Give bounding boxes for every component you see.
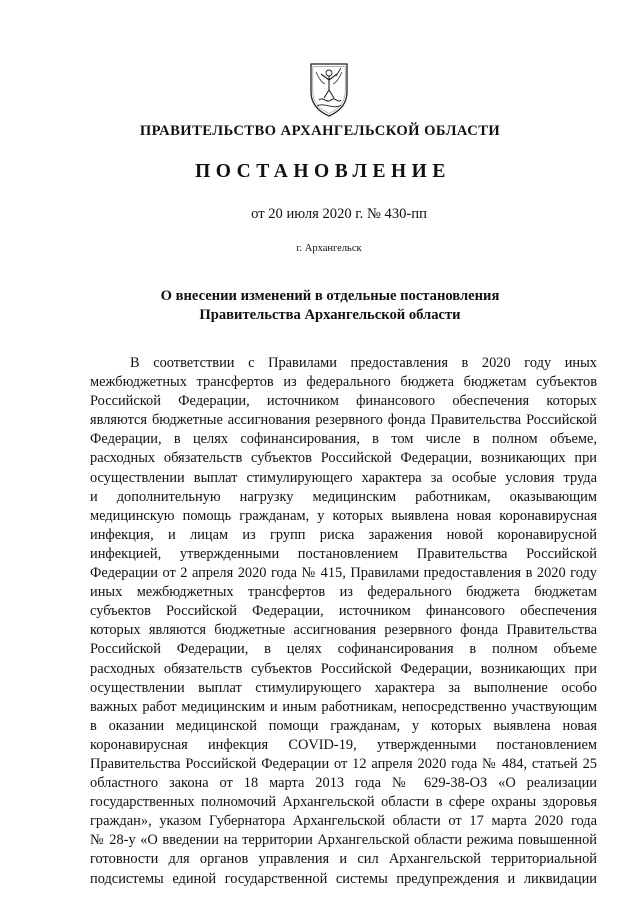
body-line: подсистемы единой государственной системы предупреждения и ликвидации xyxy=(90,870,597,887)
body-line: субъектов Российской Федерации, источником финансового обеспечения xyxy=(90,603,597,620)
document-city: г. Архангельск xyxy=(296,243,362,254)
body-line: расходных обязательств субъектов Российской Федерации, возникающих при xyxy=(90,660,597,677)
document-date-number: от 20 июля 2020 г. № 430-пп xyxy=(251,206,427,222)
document-subject xyxy=(0,287,640,325)
body-line: осуществлении выплат стимулирующего характера за особые условия труда xyxy=(90,469,597,486)
body-line: готовности для органов управления и сил Архангельской территориальной xyxy=(90,851,597,868)
body-line: медицинскую помощь гражданам, у которых выявлена новая коронавирусная xyxy=(90,507,597,524)
body-line: которых являются бюджетные ассигнования резервного фонда Правительства xyxy=(90,622,597,639)
body-line: № 28-у «О введении на территории Архангельской области режима повышенной xyxy=(90,832,597,849)
body-line: являются бюджетные ассигнования резервного фонда Правительства Российской xyxy=(90,412,597,429)
government-name: ПРАВИТЕЛЬСТВО АРХАНГЕЛЬСКОЙ ОБЛАСТИ xyxy=(139,123,501,139)
document-type: ПОСТАНОВЛЕНИЕ xyxy=(195,161,451,182)
body-line: коронавирусная инфекция COVID-19, утвержденными постановлением xyxy=(90,736,597,753)
body-line: областного закона от 18 марта 2013 года № 629-38-ОЗ «О реализации xyxy=(90,775,597,792)
body-line: важных работ медицинским и иным работникам, непосредственно участвующим xyxy=(90,698,597,715)
body-line: Федерации от 2 апреля 2020 года № 415, Правилами предоставления в 2020 году xyxy=(90,565,597,582)
body-line: инфекция, и лицам из групп риска заражения новой коронавирусной xyxy=(90,526,597,543)
body-line: и дополнительную нагрузку медицинским работникам, оказывающим xyxy=(90,488,597,505)
body-line: Правительства Российской Федерации от 12 апреля 2020 года № 484, статьей 25 xyxy=(90,755,597,772)
body-line: Федерации, в целях софинансирования, в том числе в полном объеме, xyxy=(90,431,597,448)
body-line: иных межбюджетных трансфертов из федерального бюджета бюджетам xyxy=(90,584,597,601)
body-line: В соответствии с Правилами предоставления в 2020 году иных xyxy=(130,355,597,371)
body-line: в оказании медицинской помощи гражданам, у которых выявлена новая xyxy=(90,717,597,734)
body-line: государственных полномочий Архангельской области в сфере охраны здоровья xyxy=(90,794,597,811)
body-line: межбюджетных трансфертов из федерального бюджета бюджетам субъектов xyxy=(90,374,597,391)
subject-line-2: Правительства Архангельской области xyxy=(199,307,461,323)
body-line: граждан», указом Губернатора Архангельской области от 17 марта 2020 года xyxy=(90,813,597,830)
body-line: Российской Федерации, источником финансового обеспечения которых xyxy=(90,393,597,410)
body-line: расходных обязательств субъектов Российской Федерации, возникающих при xyxy=(90,450,597,467)
body-line: Российской Федерации, в целях софинансирования в полном объеме xyxy=(90,641,597,658)
body-line: инфекцией, утвержденными постановлением Правительства Российской xyxy=(90,545,597,562)
coat-of-arms-icon xyxy=(305,60,353,118)
body-line: осуществлении выплат стимулирующего характера за выполнение особо xyxy=(90,679,597,696)
subject-line-1: О внесении изменений в отдельные постановления xyxy=(160,288,500,304)
body-text xyxy=(90,354,597,889)
